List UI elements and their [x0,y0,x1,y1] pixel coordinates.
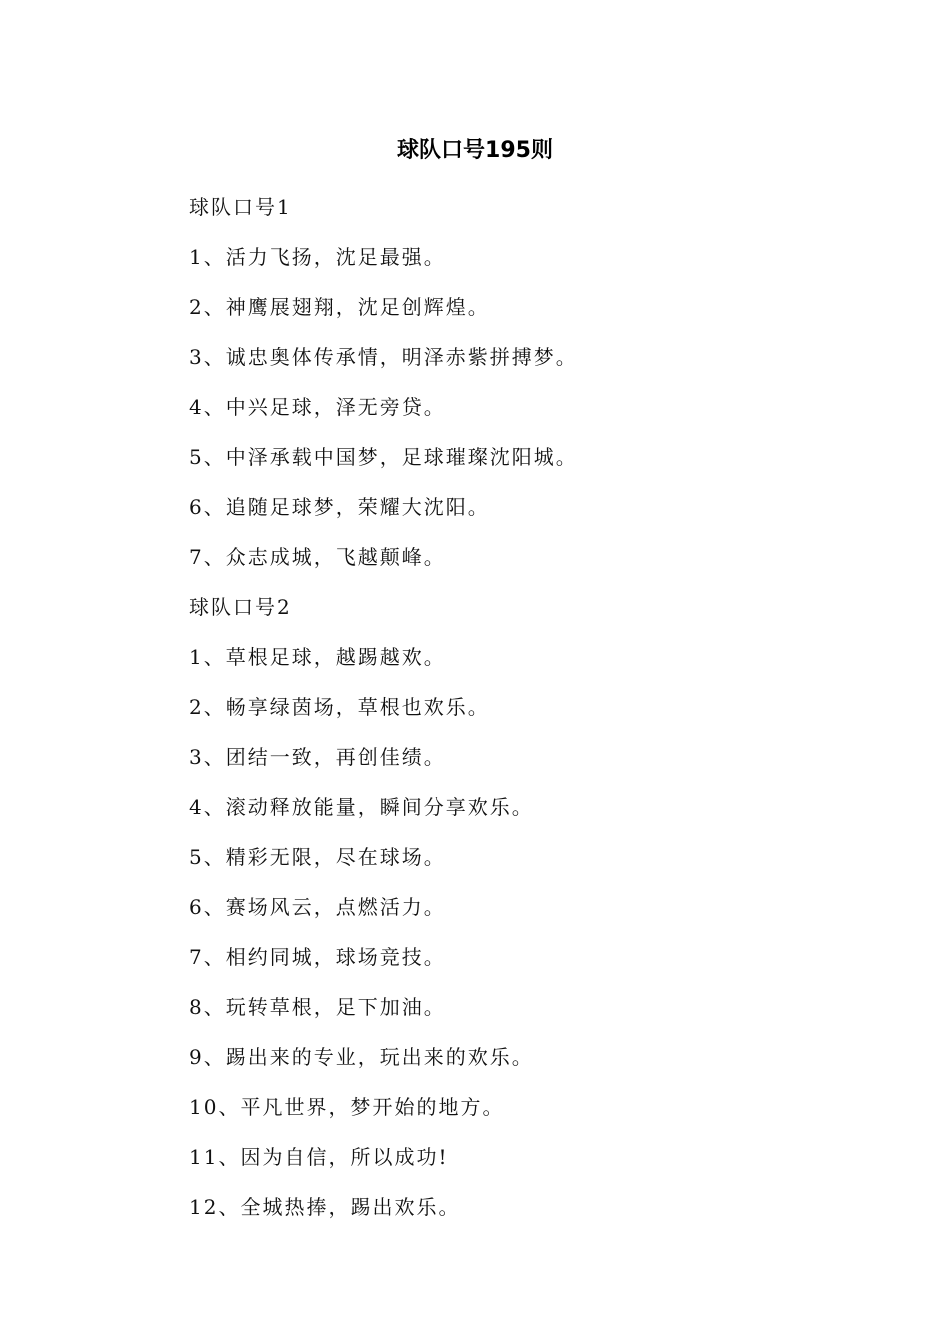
slogan-item: 12、全城热捧，踢出欢乐。 [189,1195,461,1219]
slogan-item: 1、草根足球，越踢越欢。 [189,645,446,669]
slogan-item: 9、踢出来的专业，玩出来的欢乐。 [189,1045,534,1069]
slogan-item: 2、神鹰展翅翔，沈足创辉煌。 [189,295,490,319]
slogan-item: 6、追随足球梦，荣耀大沈阳。 [189,495,490,519]
slogan-item: 5、中泽承载中国梦，足球璀璨沈阳城。 [189,445,578,469]
section-1 [189,182,869,582]
section-heading: 球队口号2 [189,595,292,619]
slogan-item: 1、活力飞扬，沈足最强。 [189,245,446,269]
slogan-item: 11、因为自信，所以成功! [189,1145,449,1169]
slogan-item: 3、诚忠奥体传承情，明泽赤紫拼搏梦。 [189,345,578,369]
document-title: 球队口号195则 [397,138,553,163]
document-body [189,182,869,1232]
slogan-item: 7、众志成城，飞越颠峰。 [189,545,446,569]
slogan-item: 8、玩转草根，足下加油。 [189,995,446,1019]
section-heading: 球队口号1 [189,195,292,219]
slogan-item: 7、相约同城，球场竞技。 [189,945,446,969]
slogan-item: 10、平凡世界，梦开始的地方。 [189,1095,505,1119]
slogan-item: 6、赛场风云，点燃活力。 [189,895,446,919]
section-2 [189,582,869,1232]
slogan-item: 4、中兴足球，泽无旁贷。 [189,395,446,419]
slogan-item: 4、滚动释放能量，瞬间分享欢乐。 [189,795,534,819]
slogan-item: 2、畅享绿茵场，草根也欢乐。 [189,695,490,719]
slogan-item: 5、精彩无限，尽在球场。 [189,845,446,869]
slogan-item: 3、团结一致，再创佳绩。 [189,745,446,769]
